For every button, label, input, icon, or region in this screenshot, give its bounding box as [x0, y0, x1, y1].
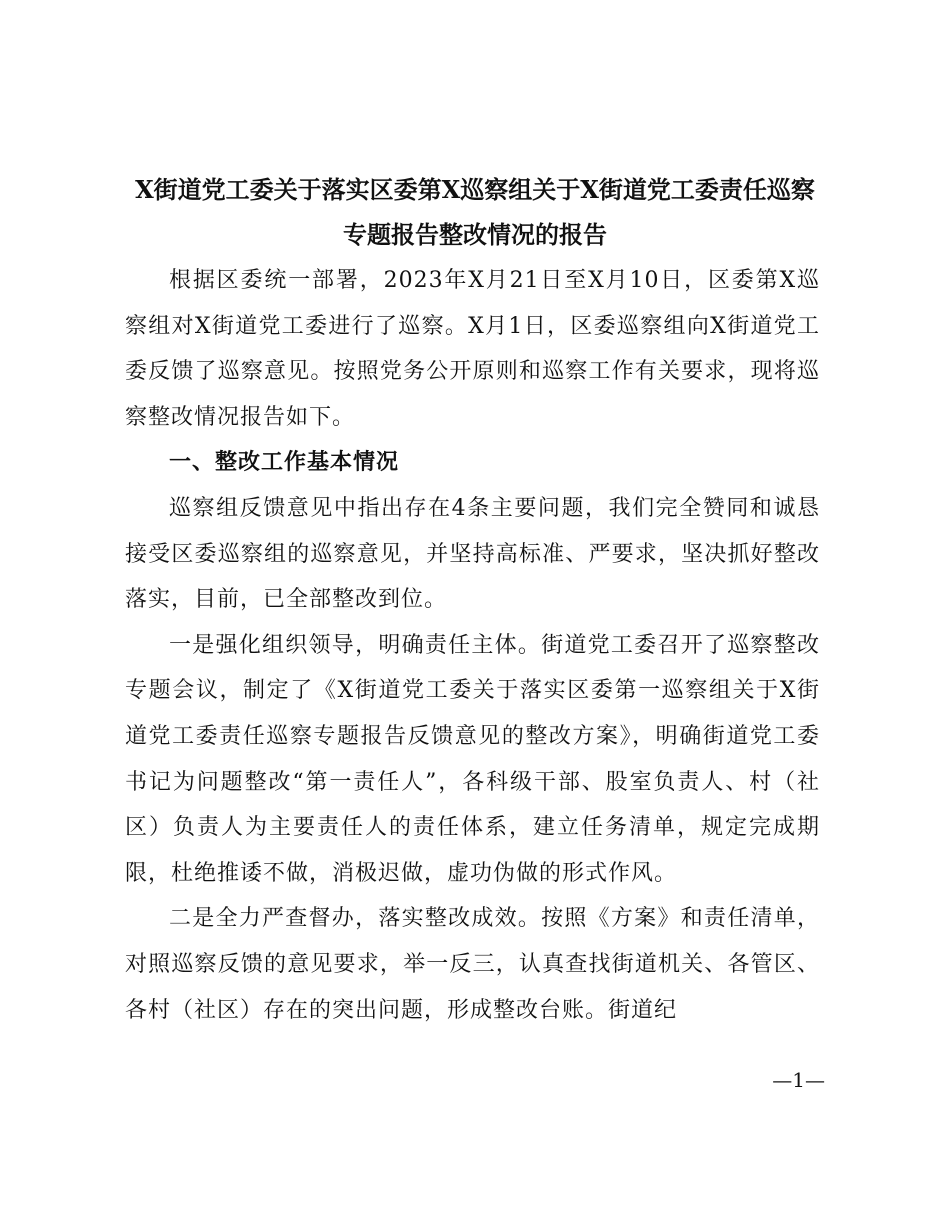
- document-title-line-1: X街道党工委关于落实区委第X巡察组关于X街道党工委责任巡察: [135, 175, 815, 204]
- document-title-line-2: 专题报告整改情况的报告: [343, 220, 607, 249]
- intro-paragraph: 根据区委统一部署，2023年X月21日至X月10日，区委第X巡察组对X街道党工委进行了巡察。X月1日，区委巡察组向X街道党工委反馈了巡察意见。按照党务公开原则和巡察工作有关要求，现将巡察整改情况报告如下。: [125, 268, 820, 430]
- page-number: —1—: [772, 1068, 825, 1092]
- document-body: [125, 258, 820, 1033]
- supervision-paragraph: 二是全力严查督办，落实整改成效。按照《方案》和责任清单，对照巡察反馈的意见要求，举一反三，认真查找街道机关、各管区、各村（社区）存在的突出问题，形成整改台账。街道纪: [125, 906, 820, 1023]
- leadership-paragraph: 一是强化组织领导，明确责任主体。街道党工委召开了巡察整改专题会议，制定了《X街道党工委关于落实区委第一巡察组关于X街道党工委责任巡察专题报告反馈意见的整改方案》，明确街道党工委书记为问题整改“第一责任人”，各科级干部、股室负责人、村（社区）负责人为主要责任人的责任体系，建立任务清单，规定完成期限，杜绝推诿不做，消极迟做，虚功伪做的形式作风。: [125, 632, 820, 886]
- section-heading: 一、整改工作基本情况: [169, 450, 400, 476]
- summary-paragraph: 巡察组反馈意见中指出存在4条主要问题，我们完全赞同和诚恳接受区委巡察组的巡察意见，并坚持高标准、严要求，坚决抓好整改落实，目前，已全部整改到位。: [125, 495, 820, 613]
